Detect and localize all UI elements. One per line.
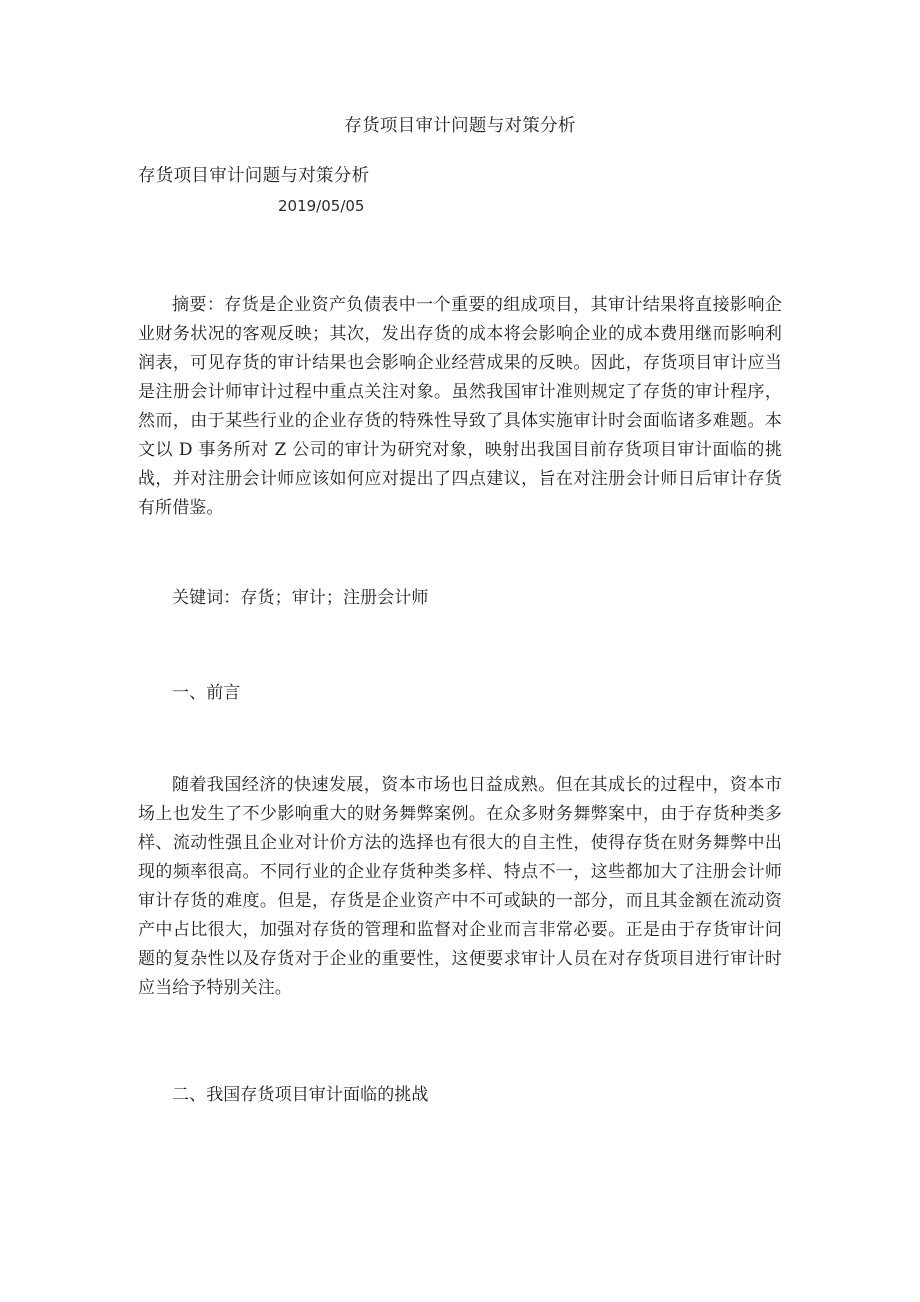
document-body xyxy=(138,0,782,1110)
section-heading-preface: 一、前言 xyxy=(172,683,241,703)
page-title: 存货项目审计问题与对策分析 xyxy=(344,116,576,136)
document-date: 2019/05/05 xyxy=(278,197,365,215)
section-paragraph-preface: 随着我国经济的快速发展，资本市场也日益成熟。但在其成长的过程中，资本市场上也发生了不少影响重大的财务舞弊案例。在众多财务舞弊案中，由于存货种类多样、流动性强且企业对计价方法的选择也有很大的自主性，使得存货在财务舞弊中出现的频率很高。不同行业的企业存货种类多样、特点不一，这些都加大了注册会计师审计存货的难度。但是，存货是企业资产中不可或缺的一部分，而且其金额在流动资产中占比很大，加强对存货的管理和监督对企业而言非常必要。正是由于存货审计问题的复杂性以及存货对于企业的重要性，这便要求审计人员在对存货项目进行审计时应当给予特别关注。 xyxy=(138,775,782,998)
document-subtitle: 存货项目审计问题与对策分析 xyxy=(138,166,370,186)
keywords-line: 关键词：存货；审计；注册会计师 xyxy=(172,588,429,608)
section-heading-challenges: 二、我国存货项目审计面临的挑战 xyxy=(172,1085,429,1105)
abstract-paragraph: 摘要：存货是企业资产负债表中一个重要的组成项目，其审计结果将直接影响企业财务状况的客观反映；其次，发出存货的成本将会影响企业的成本费用继而影响利润表，可见存货的审计结果也会影响企业经营成果的反映。因此，存货项目审计应当是注册会计师审计过程中重点关注对象。虽然我国审计准则规定了存货的审计程序，然而，由于某些行业的企业存货的特殊性导致了具体实施审计时会面临诸多难题。本文以 D 事务所对 Z 公司的审计为研究对象，映射出我国目前存货项目审计面临的挑战，并对注册会计师应该如何应对提出了四点建议，旨在对注册会计师日后审计存货有所借鉴。 xyxy=(138,295,782,518)
